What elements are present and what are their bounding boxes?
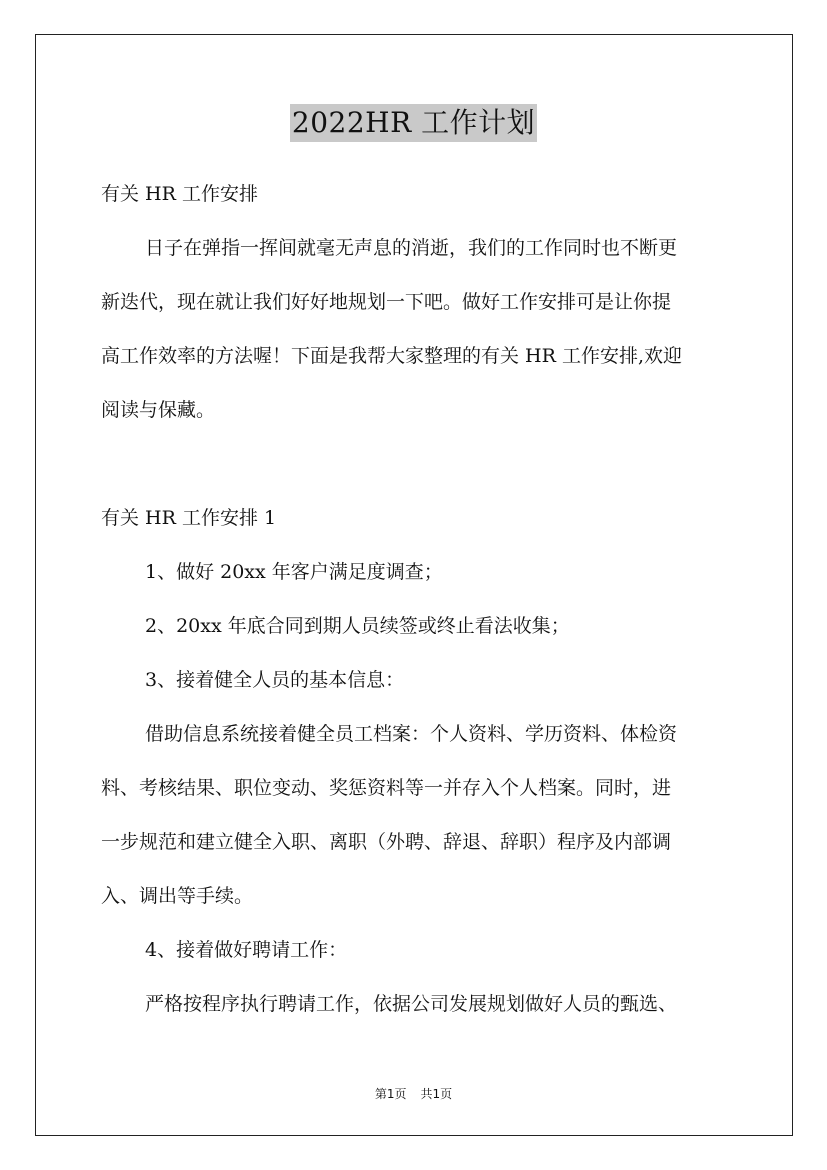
- subsection-heading: 有关 HR 工作安排 1: [101, 507, 277, 529]
- section-heading: 有关 HR 工作安排: [101, 183, 258, 205]
- paragraph-4-line-1: 严格按程序执行聘请工作，依据公司发展规划做好人员的甄选、: [145, 993, 678, 1015]
- page-total: 共1页: [420, 1087, 453, 1101]
- page-footer: [0, 1085, 827, 1102]
- document-body-section: [101, 491, 731, 1031]
- intro-line-2: 新迭代，现在就让我们好好地规划一下吧。做好工作安排可是让你提: [101, 291, 672, 313]
- paragraph-3-line-4: 入、调出等手续。: [101, 885, 254, 907]
- title-container: [0, 104, 827, 142]
- list-item-4: 4、接着做好聘请工作：: [145, 939, 348, 961]
- document-body: [101, 167, 731, 437]
- paragraph-3-line-1: 借助信息系统接着健全员工档案：个人资料、学历资料、体检资: [145, 723, 678, 745]
- list-item-3: 3、接着健全人员的基本信息：: [145, 669, 405, 691]
- paragraph-3-line-2: 料、考核结果、职位变动、奖惩资料等一并存入个人档案。同时，进: [101, 777, 672, 799]
- intro-line-3: 高工作效率的方法喔！下面是我帮大家整理的有关 HR 工作安排,欢迎: [101, 345, 682, 367]
- list-item-1: 1、做好 20xx 年客户满足度调查；: [145, 561, 443, 583]
- list-item-2: 2、20xx 年底合同到期人员续签或终止看法收集；: [145, 615, 570, 637]
- intro-line-4: 阅读与保藏。: [101, 399, 216, 421]
- paragraph-3-line-3: 一步规范和建立健全入职、离职（外聘、辞退、辞职）程序及内部调: [101, 831, 672, 853]
- intro-line-1: 日子在弹指一挥间就毫无声息的消逝，我们的工作同时也不断更: [145, 237, 678, 259]
- page-number: 第1页: [374, 1087, 407, 1101]
- document-title: 2022HR 工作计划: [290, 104, 537, 142]
